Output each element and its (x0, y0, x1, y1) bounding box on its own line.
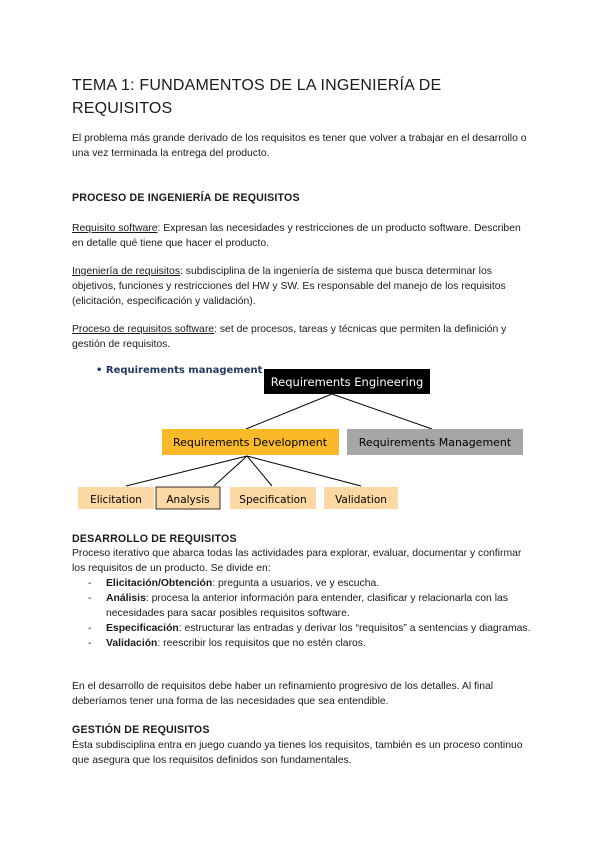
section-heading-gestion: GESTIÓN DE REQUISITOS (72, 724, 210, 736)
desarrollo-outro: En el desarrollo de requisitos debe haber un refinamiento progresivo de los detalles. Al final deberíamos tener una forma de las necesidades que sea entendible. (72, 681, 494, 707)
list-item: - Elicitación/Obtención: pregunta a usuarios, ve y escucha. (88, 578, 380, 589)
page-title: TEMA 1: FUNDAMENTOS DE LA INGENIERÍA DE REQUISITOS (72, 77, 442, 117)
requirements-diagram (70, 358, 540, 516)
definition-text: : set de procesos, tareas y técnicas que permiten la definición y gestión de requisitos. (72, 324, 507, 350)
diagram-leaf-analysis: Analysis (166, 494, 210, 506)
definition-ingenieria-requisitos (72, 264, 534, 309)
definition-term: Requisito software (72, 223, 158, 234)
diagram-development-label: Requirements Development (172, 436, 328, 449)
desarrollo-list (72, 576, 534, 651)
definition-requisito-software (72, 221, 534, 251)
diagram-caption: • Requirements management (96, 365, 263, 376)
list-item: - Análisis: procesa la anterior información para entender, clasificar y relacionarla con las necesidades para sacar posibles requisitos software. (88, 593, 508, 619)
section-heading-desarrollo: DESARROLLO DE REQUISITOS (72, 533, 237, 545)
definition-term: Ingeniería de requisitos (72, 266, 181, 277)
intro-paragraph: El problema más grande derivado de los requisitos es tener que volver a trabajar en el desarrollo o una vez terminada la entrega del producto. (72, 133, 527, 159)
section-heading-proceso: PROCESO DE INGENIERÍA DE REQUISITOS (72, 192, 300, 204)
gestion-paragraph: Ésta subdisciplina entra en juego cuando ya tienes los requisitos, también es un proceso continuo que asegura que los requisitos definidos son fundamentales. (72, 740, 523, 766)
definition-term: Proceso de requisitos software (72, 324, 215, 335)
diagram-leaf-elicitation: Elicitation (90, 494, 142, 506)
desarrollo-intro: Proceso iterativo que abarca todas las actividades para explorar, evaluar, documentar y confirmar los requisitos de un producto. Se divide en: (72, 548, 522, 574)
diagram-root-label: Requirements Engineering (270, 375, 424, 389)
definition-proceso-requisitos (72, 322, 534, 352)
list-item: - Validación: reescribir los requisitos que no estén claros. (88, 638, 366, 649)
definition-text: : subdisciplina de la ingeniería de sistema que busca determinar los objetivos, funciones y restricciones del HW y SW. Es responsable del manejo de los requisitos (elicitación, especificación y validación). (72, 266, 506, 307)
list-item: - Especificación: estructurar las entradas y derivar los “requisitos” a sentencias y diagramas. (88, 623, 531, 634)
diagram-leaf-validation: Validation (335, 494, 387, 506)
diagram-leaf-specification: Specification (239, 494, 307, 506)
definition-text: : Expresan las necesidades y restricciones de un producto software. Describen en detalle qué tiene que hacer el producto. (72, 223, 521, 249)
diagram-management-label: Requirements Management (358, 436, 512, 449)
